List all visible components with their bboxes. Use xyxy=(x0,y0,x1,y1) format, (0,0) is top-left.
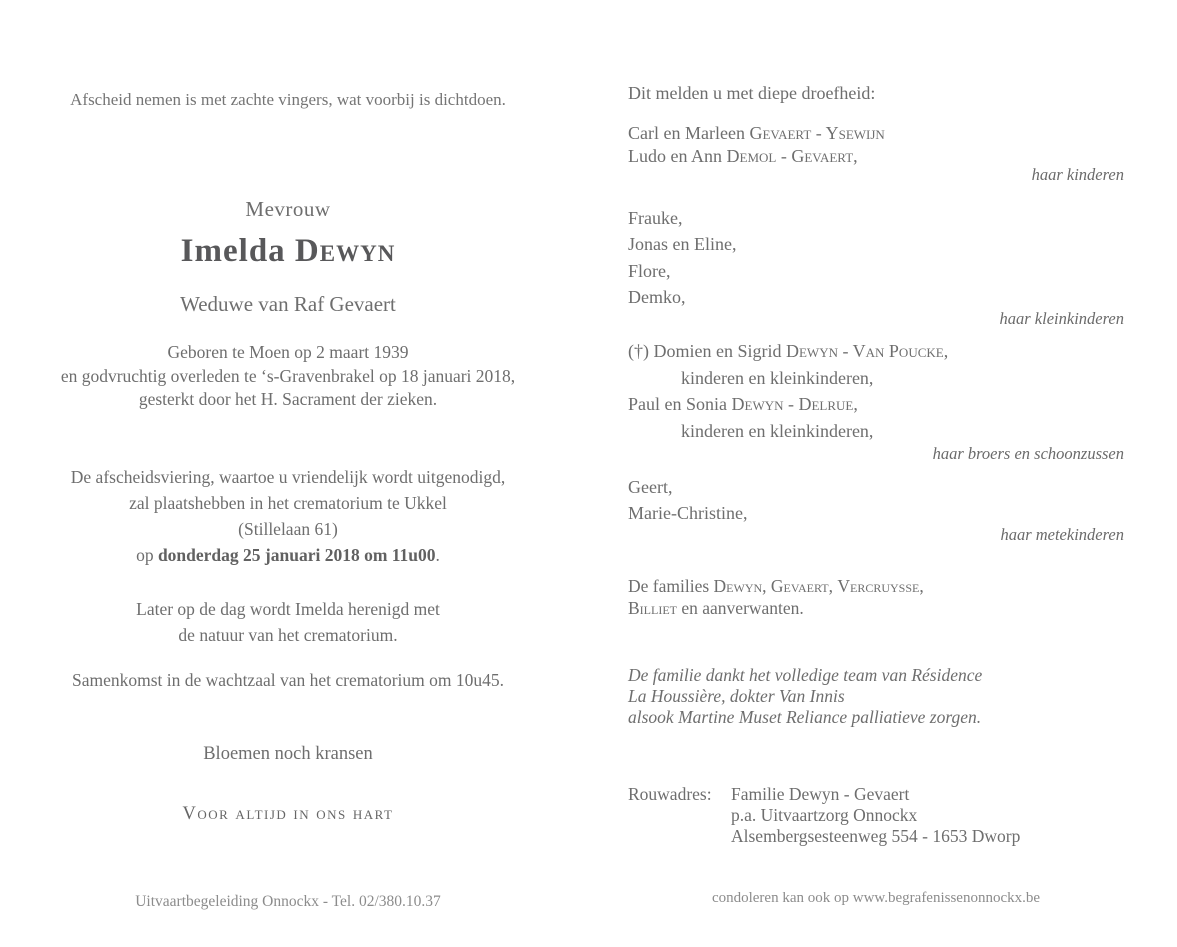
mourning-address-care-of: p.a. Uitvaartzorg Onnockx xyxy=(731,805,918,825)
godchild-line: Marie-Christine, xyxy=(628,503,748,523)
grandchild-line: Jonas en Eline, xyxy=(628,234,737,255)
families-intro: De families xyxy=(628,576,714,596)
children-line-2 xyxy=(628,145,1124,168)
acknowledgement-block xyxy=(628,665,1124,728)
sibling-line-1-names: (†) Domien en Sigrid xyxy=(628,341,786,361)
children-line-1 xyxy=(628,122,1124,145)
mourning-address-label: Rouwadres: xyxy=(628,784,712,804)
sibling-line-1-surname: Dewyn - Van Poucke, xyxy=(785,341,949,361)
children-line-1-names: Carl en Marleen xyxy=(628,123,750,143)
sibling-line-2-names: Paul en Sonia xyxy=(628,394,732,414)
families-outro: en aanverwanten. xyxy=(677,597,804,618)
siblings-block xyxy=(628,338,1124,444)
deceased-first-name: Imelda xyxy=(180,233,295,269)
acknowledgement-line-2: La Houssière, dokter Van Innis xyxy=(628,686,845,706)
grandchild-line: Demko, xyxy=(628,286,686,307)
widow-subtitle: Weduwe van Raf Gevaert xyxy=(180,292,396,316)
sibling-descendants-line: kinderen en kleinkinderen, xyxy=(681,367,874,388)
children-line-1-surname: Gevaert - Ysewijn xyxy=(749,123,885,143)
grandchildren-block xyxy=(628,205,1124,310)
flowers-line: Bloemen noch kransen xyxy=(203,744,373,764)
gathering-line: Samenkomst in de wachtzaal van het crematorium om 10u45. xyxy=(71,670,505,690)
separator: , xyxy=(762,576,771,596)
family-name: Gevaert xyxy=(770,576,829,596)
death-line: en godvruchtig overleden te ‘s-Gravenbrakel op 18 januari 2018, xyxy=(60,365,516,386)
separator: , xyxy=(919,576,924,596)
opening-quote: Afscheid nemen is met zachte vingers, wat voorbij is dichtdoen. xyxy=(70,90,506,109)
godchildren-block xyxy=(628,474,1124,526)
ceremony-line-1: De afscheidsviering, waartoe u vriendelijk wordt uitgenodigd, xyxy=(70,467,506,487)
sibling-line-1 xyxy=(628,338,1124,365)
birth-line: Geboren te Moen op 2 maart 1939 xyxy=(167,342,409,362)
ceremony-datetime: donderdag 25 januari 2018 om 11u00 xyxy=(157,545,436,565)
extended-families-block xyxy=(628,576,1124,619)
mourning-address-street: Alsembergsesteenweg 554 - 1653 Dworp xyxy=(731,826,1021,846)
acknowledgement-line-1: De familie dankt het volledige team van Résidence xyxy=(628,665,983,685)
grandchild-line: Frauke, xyxy=(628,208,683,228)
motto-line: Voor altijd in ons hart xyxy=(182,804,394,824)
condolence-website-footer: condoleren kan ook op www.begrafenissenonnockx.be xyxy=(711,890,1041,906)
relation-label-godchildren: haar metekinderen xyxy=(1000,525,1124,544)
children-line-2-names: Ludo en Ann xyxy=(628,145,727,166)
ceremony-datetime-pre: op xyxy=(136,545,158,565)
children-line-2-surname: Demol - Gevaert, xyxy=(726,145,858,166)
cremation-note-block xyxy=(8,596,568,648)
families-line-1 xyxy=(628,576,1124,598)
sacrament-line: gesterkt door het H. Sacrament der zieken. xyxy=(138,389,438,409)
cremation-note-line-2: de natuur van het crematorium. xyxy=(178,625,398,645)
announcement-intro: Dit melden u met diepe droefheid: xyxy=(628,83,876,103)
relation-label-grandchildren: haar kleinkinderen xyxy=(999,309,1124,328)
family-name: Billiet xyxy=(628,597,677,618)
honorific: Mevrouw xyxy=(245,197,331,221)
acknowledgement-line-3: alsook Martine Muset Reliance palliatieve zorgen. xyxy=(628,707,982,727)
family-name: Vercruysse xyxy=(837,576,920,596)
separator: , xyxy=(828,576,838,596)
sibling-line-2-surname: Dewyn - Delrue, xyxy=(731,394,858,414)
ceremony-line-2: zal plaatshebben in het crematorium te Ukkel xyxy=(129,493,447,513)
relation-label-siblings: haar broers en schoonzussen xyxy=(932,444,1124,463)
mourning-address-family: Familie Dewyn - Gevaert xyxy=(731,784,910,804)
funeral-home-footer: Uitvaartbegeleiding Onnockx - Tel. 02/380.10.37 xyxy=(135,893,441,910)
relation-label-children: haar kinderen xyxy=(1031,165,1124,184)
birth-death-block xyxy=(8,341,568,412)
children-block xyxy=(628,122,1124,167)
ceremony-datetime-line xyxy=(8,542,568,568)
family-name: Dewyn xyxy=(713,576,763,596)
ceremony-block xyxy=(8,464,568,568)
sibling-line-2 xyxy=(628,391,1124,418)
ceremony-datetime-post: . xyxy=(435,545,440,565)
ceremony-address: (Stillelaan 61) xyxy=(238,519,338,539)
sibling-descendants-line: kinderen en kleinkinderen, xyxy=(681,420,874,441)
grandchild-line: Flore, xyxy=(628,260,671,281)
mourning-address-block xyxy=(628,784,1124,847)
cremation-note-line-1: Later op de dag wordt Imelda herenigd met xyxy=(136,599,440,619)
mourning-address-lines xyxy=(731,784,1020,847)
godchild-line: Geert, xyxy=(628,477,673,497)
deceased-last-name: Dewyn xyxy=(294,233,396,269)
families-line-2 xyxy=(628,598,1124,620)
deceased-name xyxy=(8,233,568,270)
